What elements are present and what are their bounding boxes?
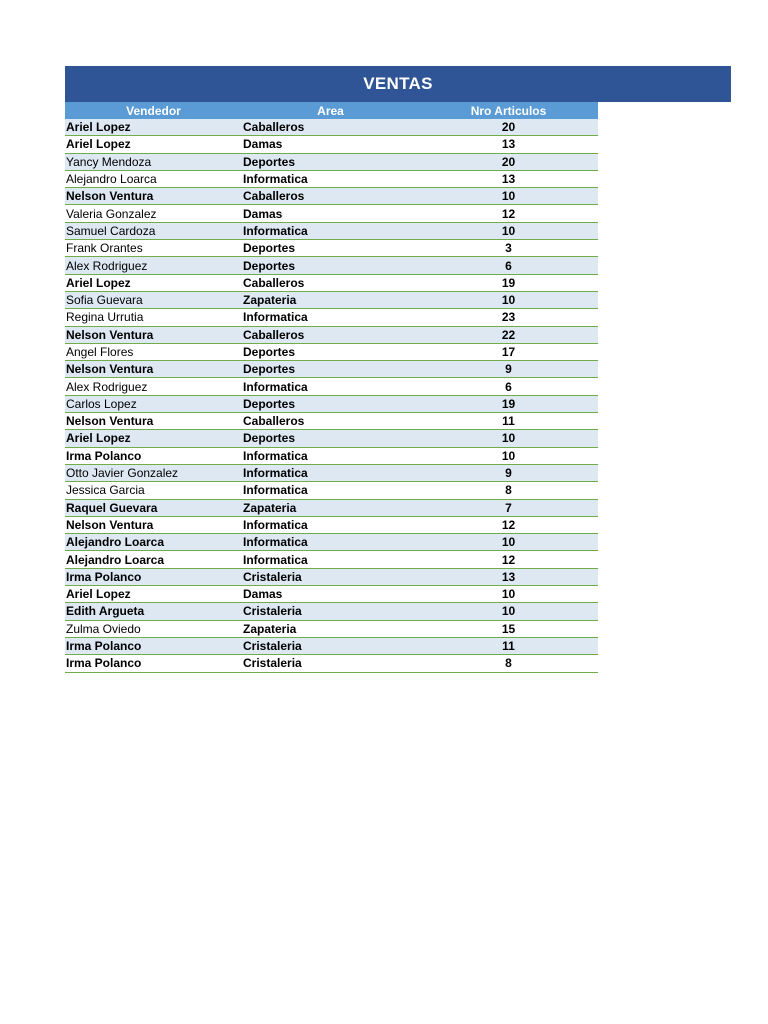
cell-area: Deportes xyxy=(243,396,296,411)
cell-area: Zapateria xyxy=(243,293,297,308)
table-row xyxy=(65,586,598,603)
cell-area: Zapateria xyxy=(243,500,297,515)
table-title: VENTAS xyxy=(65,66,731,102)
cell-vendedor: Carlos Lopez xyxy=(66,396,137,411)
cell-area: Informatica xyxy=(243,535,308,550)
cell-vendedor: Nelson Ventura xyxy=(66,327,154,342)
table-row xyxy=(65,240,598,257)
cell-area: Informatica xyxy=(243,483,308,498)
cell-articulos: 8 xyxy=(505,656,512,671)
cell-area: Deportes xyxy=(243,362,296,377)
table-row xyxy=(65,569,598,586)
cell-vendedor: Zulma Oviedo xyxy=(66,621,141,636)
header-vendedor: Vendedor xyxy=(126,103,181,118)
cell-area: Deportes xyxy=(243,345,296,359)
cell-articulos: 7 xyxy=(505,500,512,515)
table-row xyxy=(65,275,598,292)
table-row xyxy=(65,257,598,274)
cell-vendedor: Ariel Lopez xyxy=(66,587,131,602)
cell-area: Damas xyxy=(243,137,283,152)
table-row xyxy=(65,482,598,499)
table-body xyxy=(65,119,598,673)
cell-area: Deportes xyxy=(243,431,296,446)
cell-area: Cristaleria xyxy=(243,639,302,654)
cell-area: Informatica xyxy=(243,310,308,325)
cell-articulos: 10 xyxy=(501,189,516,204)
cell-articulos: 10 xyxy=(501,431,516,446)
cell-vendedor: Irma Polanco xyxy=(66,639,142,654)
table-row xyxy=(65,465,598,482)
cell-articulos: 19 xyxy=(501,396,516,411)
cell-vendedor: Angel Flores xyxy=(66,345,134,359)
cell-articulos: 3 xyxy=(505,241,512,256)
table-row xyxy=(65,655,598,672)
cell-vendedor: Alejandro Loarca xyxy=(66,552,165,567)
table-row xyxy=(65,603,598,620)
cell-articulos: 6 xyxy=(505,379,512,394)
cell-articulos: 9 xyxy=(505,362,512,377)
cell-articulos: 13 xyxy=(501,172,516,187)
cell-area: Deportes xyxy=(243,258,296,273)
cell-articulos: 10 xyxy=(501,587,516,602)
cell-articulos: 10 xyxy=(501,535,516,550)
cell-vendedor: Otto Javier Gonzalez xyxy=(66,466,179,481)
cell-vendedor: Alejandro Loarca xyxy=(66,535,165,550)
cell-area: Informatica xyxy=(243,466,308,481)
cell-vendedor: Alex Rodriguez xyxy=(66,379,148,394)
cell-articulos: 12 xyxy=(501,206,516,221)
table-row xyxy=(65,361,598,378)
header-articulos: Nro Articulos xyxy=(470,103,547,118)
table-row xyxy=(65,551,598,568)
cell-articulos: 11 xyxy=(502,639,515,654)
cell-vendedor: Nelson Ventura xyxy=(66,362,154,377)
cell-vendedor: Sofia Guevara xyxy=(66,293,143,308)
ventas-table xyxy=(65,102,598,673)
table-row xyxy=(65,534,598,551)
cell-articulos: 12 xyxy=(501,552,516,567)
table-row xyxy=(65,136,598,153)
cell-vendedor: Ariel Lopez xyxy=(66,120,131,135)
cell-area: Informatica xyxy=(243,223,308,238)
table-row xyxy=(65,327,598,344)
cell-articulos: 23 xyxy=(501,310,516,325)
cell-area: Cristaleria xyxy=(243,656,302,671)
cell-articulos: 12 xyxy=(501,517,516,532)
cell-vendedor: Samuel Cardoza xyxy=(66,223,156,238)
cell-vendedor: Valeria Gonzalez xyxy=(66,206,157,221)
cell-vendedor: Irma Polanco xyxy=(66,569,142,584)
cell-area: Caballeros xyxy=(243,327,305,342)
cell-area: Zapateria xyxy=(243,621,297,636)
cell-area: Informatica xyxy=(243,379,308,394)
cell-articulos: 9 xyxy=(505,466,512,481)
cell-vendedor: Raquel Guevara xyxy=(66,500,158,515)
cell-articulos: 11 xyxy=(502,414,515,429)
cell-area: Caballeros xyxy=(243,275,305,290)
cell-area: Caballeros xyxy=(243,120,305,135)
cell-vendedor: Regina Urrutia xyxy=(66,310,144,325)
cell-area: Informatica xyxy=(243,448,308,463)
cell-articulos: 22 xyxy=(501,327,516,342)
table-row xyxy=(65,396,598,413)
cell-articulos: 13 xyxy=(501,137,516,152)
cell-vendedor: Ariel Lopez xyxy=(66,275,131,290)
cell-area: Deportes xyxy=(243,241,296,256)
cell-articulos: 10 xyxy=(501,448,516,463)
table-row xyxy=(65,223,598,240)
cell-vendedor: Edith Argueta xyxy=(66,604,145,619)
cell-area: Caballeros xyxy=(243,189,305,204)
cell-vendedor: Nelson Ventura xyxy=(66,517,154,532)
cell-area: Damas xyxy=(243,587,283,602)
table-row xyxy=(65,517,598,534)
cell-articulos: 19 xyxy=(501,275,516,290)
cell-area: Informatica xyxy=(243,172,308,187)
cell-articulos: 10 xyxy=(501,223,516,238)
cell-area: Damas xyxy=(243,206,283,221)
cell-vendedor: Alex Rodriguez xyxy=(66,258,148,273)
cell-area: Informatica xyxy=(243,517,308,532)
table-row xyxy=(65,205,598,222)
table-row xyxy=(65,413,598,430)
table-row xyxy=(65,344,598,361)
cell-area: Deportes xyxy=(243,154,296,169)
table-header-row xyxy=(65,102,598,119)
cell-area: Cristaleria xyxy=(243,604,302,619)
header-area: Area xyxy=(317,103,344,118)
table-row xyxy=(65,500,598,517)
cell-vendedor: Yancy Mendoza xyxy=(66,154,152,169)
table-row xyxy=(65,621,598,638)
cell-vendedor: Nelson Ventura xyxy=(66,414,154,429)
cell-vendedor: Jessica Garcia xyxy=(66,483,145,498)
cell-area: Caballeros xyxy=(243,414,305,429)
cell-vendedor: Irma Polanco xyxy=(66,448,142,463)
cell-vendedor: Ariel Lopez xyxy=(66,137,131,152)
table-row xyxy=(65,378,598,395)
table-row xyxy=(65,638,598,655)
cell-vendedor: Alejandro Loarca xyxy=(66,172,157,187)
cell-articulos: 15 xyxy=(501,621,516,636)
cell-vendedor: Irma Polanco xyxy=(66,656,142,671)
cell-articulos: 8 xyxy=(505,483,512,498)
cell-area: Informatica xyxy=(243,552,308,567)
table-row xyxy=(65,188,598,205)
table-row xyxy=(65,309,598,326)
table-row xyxy=(65,171,598,188)
cell-vendedor: Nelson Ventura xyxy=(66,189,154,204)
table-row xyxy=(65,119,598,136)
cell-articulos: 20 xyxy=(501,154,516,169)
cell-articulos: 13 xyxy=(501,569,516,584)
table-row xyxy=(65,154,598,171)
cell-area: Cristaleria xyxy=(243,569,302,584)
table-row xyxy=(65,448,598,465)
cell-articulos: 20 xyxy=(501,120,516,135)
table-row xyxy=(65,430,598,447)
cell-vendedor: Ariel Lopez xyxy=(66,431,131,446)
table-row xyxy=(65,292,598,309)
cell-articulos: 10 xyxy=(501,604,516,619)
cell-articulos: 10 xyxy=(501,293,516,308)
cell-articulos: 17 xyxy=(501,345,516,359)
cell-vendedor: Frank Orantes xyxy=(66,241,143,256)
cell-articulos: 6 xyxy=(505,258,512,273)
